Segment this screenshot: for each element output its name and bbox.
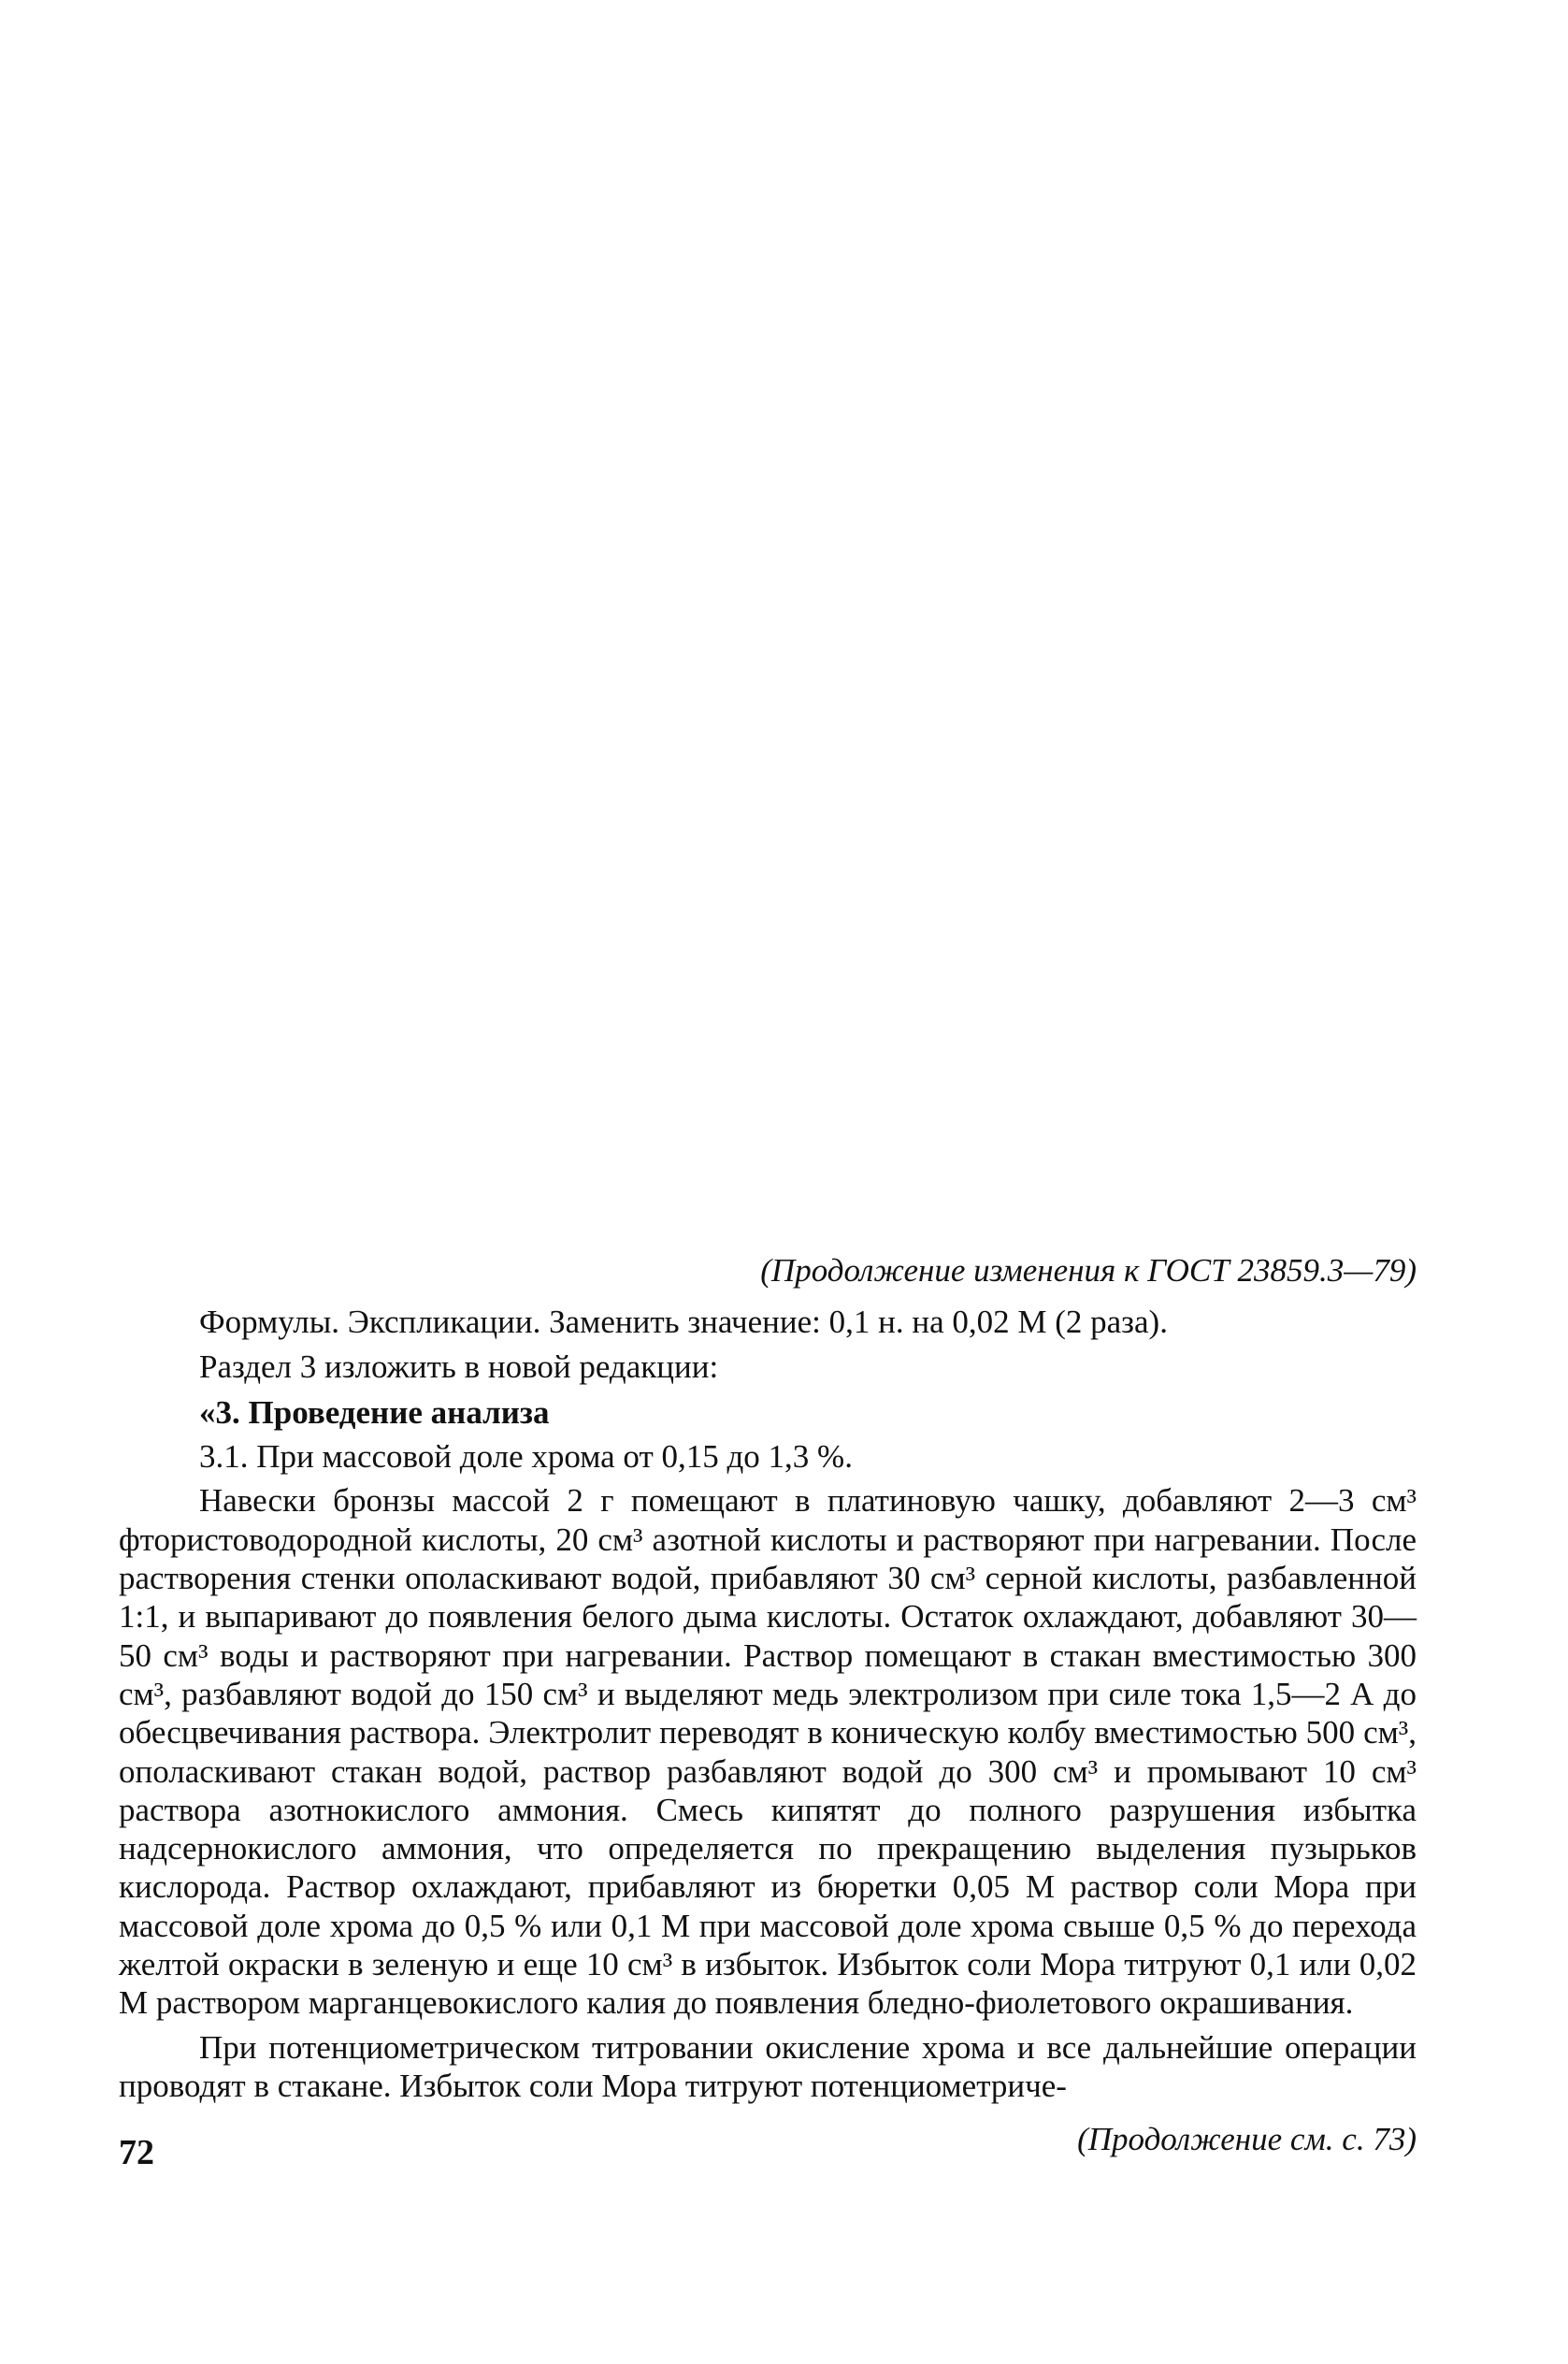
page-number: 72: [119, 2133, 154, 2172]
section-heading: «3. Проведение анализа: [199, 1393, 550, 1431]
continuation-footer: (Продолжение см. с. 73): [1077, 2121, 1417, 2158]
paragraph-clause-3-1: 3.1. При массовой доле хрома от 0,15 до 1,3 %.: [199, 1438, 853, 1476]
paragraph-procedure: Навески бронзы массой 2 г помещают в платиновую чашку, добавляют 2—3 см³ фтористоводородной кислоты, 20 см³ азотной кислоты и растворяют при нагревании. После растворения стенки ополаскивают водой, прибавляют 30 см³ серной кислоты, разбавленной 1:1, и выпаривают до появления белого дыма кислоты. Остаток охлаждают, добавляют 30—50 см³ воды и растворяют при нагревании. Раствор помещают в стакан вместимостью 300 см³, разбавляют водой до 150 см³ и выделяют медь электролизом при силе тока 1,5—2 А до обесцвечивания раствора. Электролит переводят в коническую колбу вместимостью 500 см³, ополаскивают стакан водой, раствор разбавляют водой до 300 см³ и промывают 10 см³ раствора азотнокислого аммония. Смесь кипятят до полного разрушения избытка надсернокислого аммония, что определяется по прекращению выделения пузырьков кислорода. Раствор охлаждают, прибавляют из бюретки 0,05 М раствор соли Мора при массовой доле хрома до 0,5 % или 0,1 М при массовой доле хрома свыше 0,5 % до перехода желтой окраски в зеленую и еще 10 см³ в избыток. Избыток соли Мора титруют 0,1 или 0,02 М раствором марганцевокислого калия до появления бледно-фиолетового окрашивания.: [119, 1482, 1417, 2022]
continuation-header: (Продолжение изменения к ГОСТ 23859.3—79): [760, 1252, 1417, 1289]
text-column: [119, 1251, 1417, 2159]
paragraph-formulas: Формулы. Экспликации. Заменить значение: 0,1 н. на 0,02 М (2 раза).: [199, 1304, 1168, 1341]
paragraph-section-note: Раздел 3 изложить в новой редакции:: [199, 1348, 719, 1385]
paragraph-potentiometric: При потенциометрическом титровании окисление хрома и все дальнейшие операции проводят в стакане. Избыток соли Мора титруют потенциометриче-: [119, 2028, 1417, 2104]
